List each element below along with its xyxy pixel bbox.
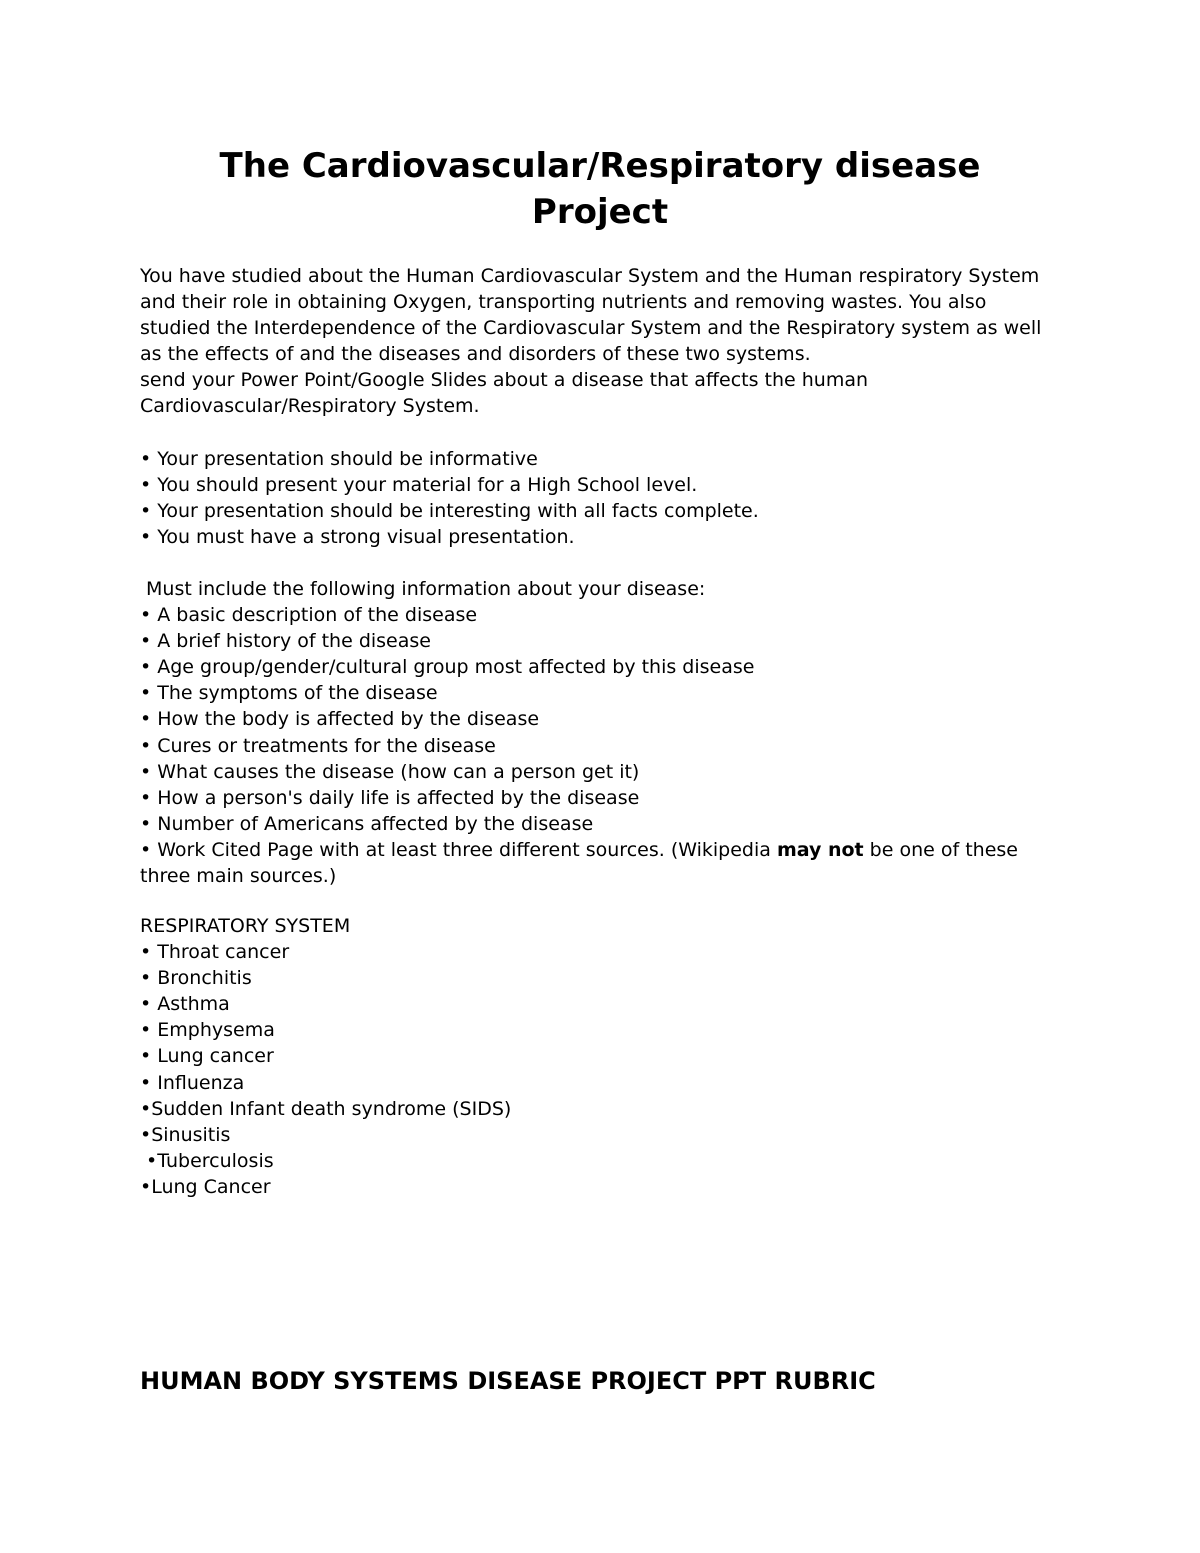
disease-item: • Bronchitis [140,967,252,990]
disease-item: •Sinusitis [140,1123,231,1146]
intro-paragraph [140,263,1060,420]
respiratory-heading: RESPIRATORY SYSTEM [140,915,351,937]
title-line-2: Project [531,192,669,232]
include-item: • How a person's daily life is affected by the disease [140,786,640,809]
disease-item: • Emphysema [140,1019,275,1042]
include-item: • What causes the disease (how can a person get it) [140,760,640,783]
intro-line: and their role in obtaining Oxygen, transporting nutrients and removing wastes. You also [140,291,987,314]
disease-item: • Throat cancer [140,941,290,964]
work-cited-continuation: three main sources.) [140,865,337,888]
intro-line: send your Power Point/Google Slides about a disease that affects the human [140,369,869,392]
disease-item: •Sudden Infant death syndrome (SIDS) [140,1097,512,1120]
include-item: • Number of Americans affected by the disease [140,812,594,835]
intro-line: You have studied about the Human Cardiovascular System and the Human respiratory System [140,265,1040,287]
intro-line: as the effects of and the diseases and disorders of these two systems. [140,343,811,366]
intro-line: Cardiovascular/Respiratory System. [140,395,480,418]
work-cited-emphasis: may not [776,838,864,861]
requirement-item: • Your presentation should be informative [140,448,538,470]
rubric-heading: HUMAN BODY SYSTEMS DISEASE PROJECT PPT RUBRIC [140,1367,876,1395]
work-cited-item [140,837,1060,863]
disease-item: • Lung cancer [140,1045,274,1068]
disease-item: •Lung Cancer [140,1175,271,1198]
requirement-item: • You should present your material for a High School level. [140,474,698,497]
include-item: • Cures or treatments for the disease [140,734,496,757]
include-item: • A brief history of the disease [140,630,431,653]
disease-item: • Asthma [140,993,230,1016]
respiratory-section [140,913,1060,1200]
requirements-list [140,446,1060,550]
include-item: • The symptoms of the disease [140,682,438,705]
requirement-item: • You must have a strong visual presentation. [140,526,575,549]
work-cited-text-end: be one of these [863,838,1018,861]
intro-line: studied the Interdependence of the Cardiovascular System and the Respiratory system as well [140,317,1042,340]
include-heading: Must include the following information about your disease: [140,578,706,600]
include-section [140,576,1060,889]
include-item: • A basic description of the disease [140,604,478,627]
disease-item: • Influenza [140,1071,245,1094]
disease-item: •Tuberculosis [140,1149,274,1172]
work-cited-text: • Work Cited Page with at least three different sources. (Wikipedia [140,838,777,861]
include-item: • Age group/gender/cultural group most affected by this disease [140,656,755,679]
include-item: • How the body is affected by the disease [140,708,540,731]
title-line-1: The Cardiovascular/Respiratory disease [219,146,981,186]
requirement-item: • Your presentation should be interesting with all facts complete. [140,500,759,523]
document-title [140,143,1060,235]
